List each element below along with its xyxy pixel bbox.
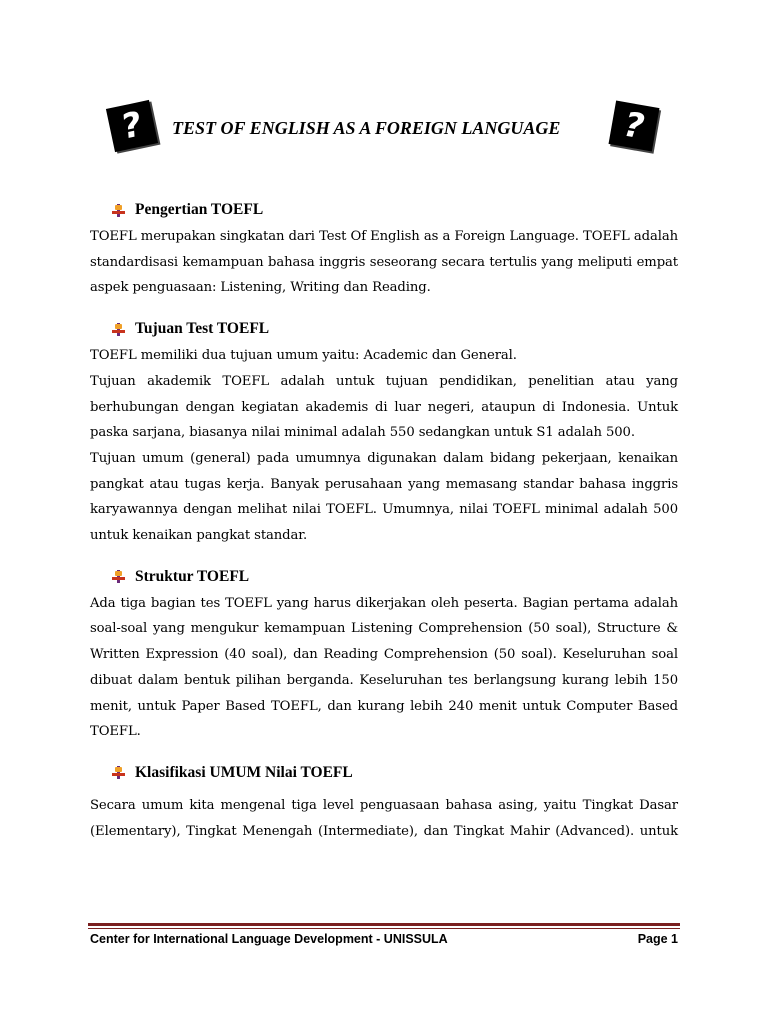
paragraph: Ada tiga bagian tes TOEFL yang harus dikerjakan oleh peserta. Bagian pertama adalah soal-soal yang mengukur kemampuan Listening Comprehension (50 soal), Structure & Written Expression (40 soal), dan Reading Comprehension (50 soal). Keseluruhan soal dibuat dalam bentuk pilihan berganda. Keseluruhan tes berlangsung kurang lebih 150 menit, untuk Paper Based TOEFL, dan kurang lebih 240 menit untuk Computer Based TOEFL. <box>90 595 678 740</box>
section-heading-text: Tujuan Test TOEFL <box>135 320 270 338</box>
pin-bullet-icon <box>112 766 125 779</box>
page-number: Page 1 <box>637 932 678 946</box>
paragraph: TOEFL memiliki dua tujuan umum yaitu: Academic dan General. <box>90 348 517 364</box>
document-body <box>90 198 678 844</box>
section-pengertian <box>90 198 678 301</box>
title-block <box>100 98 670 160</box>
paragraph: TOEFL merupakan singkatan dari Test Of English as a Foreign Language. TOEFL adalah standardisasi kemampuan bahasa inggris seseorang secara tertulis yang meliputi empat aspek penguasaan: Listening, Writing dan Reading. <box>90 229 678 296</box>
footer-organization: Center for International Language Development - UNISSULA <box>90 932 448 946</box>
section-heading <box>90 565 678 589</box>
footer-rule <box>88 923 680 926</box>
section-heading-text: Struktur TOEFL <box>135 567 250 585</box>
section-klasifikasi <box>90 761 678 844</box>
footer-rule-thin <box>88 928 680 929</box>
paragraph: Secara umum kita mengenal tiga level penguasaan bahasa asing, yaitu Tingkat Dasar (Elementary), Tingkat Menengah (Intermediate), dan Tingkat Mahir (Advanced). untuk <box>90 797 678 839</box>
section-tujuan <box>90 317 678 549</box>
question-mark-icon: ? <box>106 100 158 152</box>
section-heading-text: Pengertian TOEFL <box>135 201 264 218</box>
paragraph: Tujuan akademik TOEFL adalah untuk tujuan pendidikan, penelitian atau yang berhubungan dengan kegiatan akademis di luar negeri, ataupun di Indonesia. Untuk paska sarjana, biasanya nilai minimal adalah 550 sedangkan untuk S1 adalah 500. <box>90 373 678 441</box>
question-mark-icon: ? <box>609 101 660 152</box>
section-struktur <box>90 565 678 745</box>
pin-bullet-icon <box>112 323 125 336</box>
section-heading-text: Klasifikasi UMUM Nilai TOEFL <box>135 763 353 781</box>
paragraph: Tujuan umum (general) pada umumnya digunakan dalam bidang pekerjaan, kenaikan pangkat atau tugas kerja. Banyak perusahaan yang memasang standar bahasa inggris karyawannya dengan melihat nilai TOEFL. Umumnya, nilai TOEFL minimal adalah 500 untuk kenaikan pangkat standar. <box>90 450 678 544</box>
section-heading <box>90 317 678 341</box>
pin-bullet-icon <box>112 204 125 217</box>
document-title: TEST OF ENGLISH AS A FOREIGN LANGUAGE <box>172 118 561 138</box>
pin-bullet-icon <box>112 570 125 583</box>
section-heading <box>90 761 678 785</box>
section-heading <box>90 198 678 222</box>
